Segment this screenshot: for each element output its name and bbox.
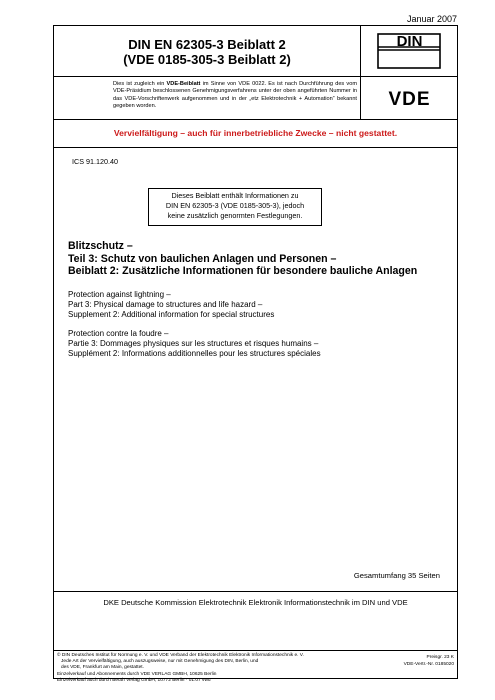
vde-note-prefix: Dies ist zugleich ein bbox=[113, 81, 167, 87]
german-title bbox=[68, 240, 448, 278]
document-number: DIN EN 62305-3 Beiblatt 2 bbox=[128, 37, 286, 52]
german-title-line: Blitzschutz – bbox=[68, 240, 133, 252]
ics-code: ICS 91.120.40 bbox=[72, 157, 118, 166]
din-logo-box bbox=[361, 25, 458, 77]
din-logo-text: DIN bbox=[396, 33, 423, 50]
footer-line: des VDE, Frankfurt am Main, gestattet. bbox=[61, 665, 144, 671]
english-title bbox=[68, 290, 448, 320]
german-title-line: Teil 3: Schutz von baulichen Anlagen und Personen – bbox=[68, 252, 337, 265]
footer-line: Einzelverkauf auch durch Beuth Verlag GmbH, 10772 Berlin · 01.07 vwu bbox=[57, 677, 211, 683]
english-title-line: Protection against lightning – bbox=[68, 290, 171, 299]
english-title-line: Supplement 2: Additional information for special structures bbox=[68, 310, 275, 319]
copy-warning: Vervielfältigung – auch für innerbetriebliche Zwecke – nicht gestattet. bbox=[113, 128, 398, 138]
info-box-line: Dieses Beiblatt enthält Informationen zu bbox=[171, 191, 299, 200]
dke-commission: DKE Deutsche Kommission Elektrotechnik Elektronik Informationstechnik im DIN und VDE bbox=[103, 598, 408, 607]
issue-date: Januar 2007 bbox=[406, 14, 457, 24]
vde-logo-icon bbox=[361, 77, 458, 120]
din-logo-icon bbox=[361, 25, 458, 77]
french-title-line: Protection contre la foudre – bbox=[68, 329, 169, 338]
vde-logo-text: VDE bbox=[388, 89, 431, 110]
price-info bbox=[374, 655, 454, 668]
french-title-line: Partie 3: Dommages physiques sur les structures et risques humains – bbox=[68, 339, 319, 348]
vde-logo-box bbox=[361, 77, 458, 120]
french-title-line: Supplément 2: Informations additionnelles pour les structures spéciales bbox=[68, 349, 321, 358]
vde-classification: (VDE 0185-305-3 Beiblatt 2) bbox=[123, 52, 291, 67]
copyright-footer bbox=[57, 653, 402, 684]
total-pages: Gesamtumfang 35 Seiten bbox=[353, 571, 440, 580]
footer-line: Einzelverkauf und Abonnements durch VDE VERLAG GMBH, 10625 Berlin bbox=[57, 671, 217, 677]
document-title-block bbox=[53, 25, 361, 77]
french-title bbox=[68, 329, 448, 359]
vde-note bbox=[113, 81, 357, 110]
english-title-line: Part 3: Physical damage to structures and life hazard – bbox=[68, 300, 263, 309]
divider bbox=[53, 591, 458, 592]
order-number: VDE-Vertr.-Nr. 0185020 bbox=[403, 661, 454, 667]
info-box-line: keine zusätzlich genormten Festlegungen. bbox=[167, 211, 303, 220]
info-box-line: DIN EN 62305-3 (VDE 0185-305-3), jedoch bbox=[165, 201, 305, 210]
vde-note-bold: VDE-Beiblatt bbox=[166, 81, 201, 87]
german-title-line: Beiblatt 2: Zusätzliche Informationen für besondere bauliche Anlagen bbox=[68, 265, 418, 277]
footer-line: © DIN Deutsches Institut für Normung e. V. und VDE Verband der Elektrotechnik Elektronik Informationstechnik e. V. bbox=[57, 653, 304, 658]
divider bbox=[53, 650, 458, 651]
footer-line: Jede Art der Vervielfältigung, auch auszugsweise, nur mit Genehmigung des DIN, Berlin, und bbox=[61, 659, 259, 665]
info-box bbox=[148, 188, 322, 226]
divider bbox=[53, 147, 458, 148]
vde-note-text: im Sinne von VDE 0022. Es ist nach Durchführung des vom VDE-Präsidium beschlossenen Genehmigungsverfahrens unter der oben angeführten Nummer in das VDE-Vorschriftenwerk aufgenommen und in der „etz Elektrotechnik + Automation“ bekannt gegeben worden. bbox=[113, 81, 357, 109]
price-group: Preisgr. 23 K bbox=[426, 655, 454, 660]
